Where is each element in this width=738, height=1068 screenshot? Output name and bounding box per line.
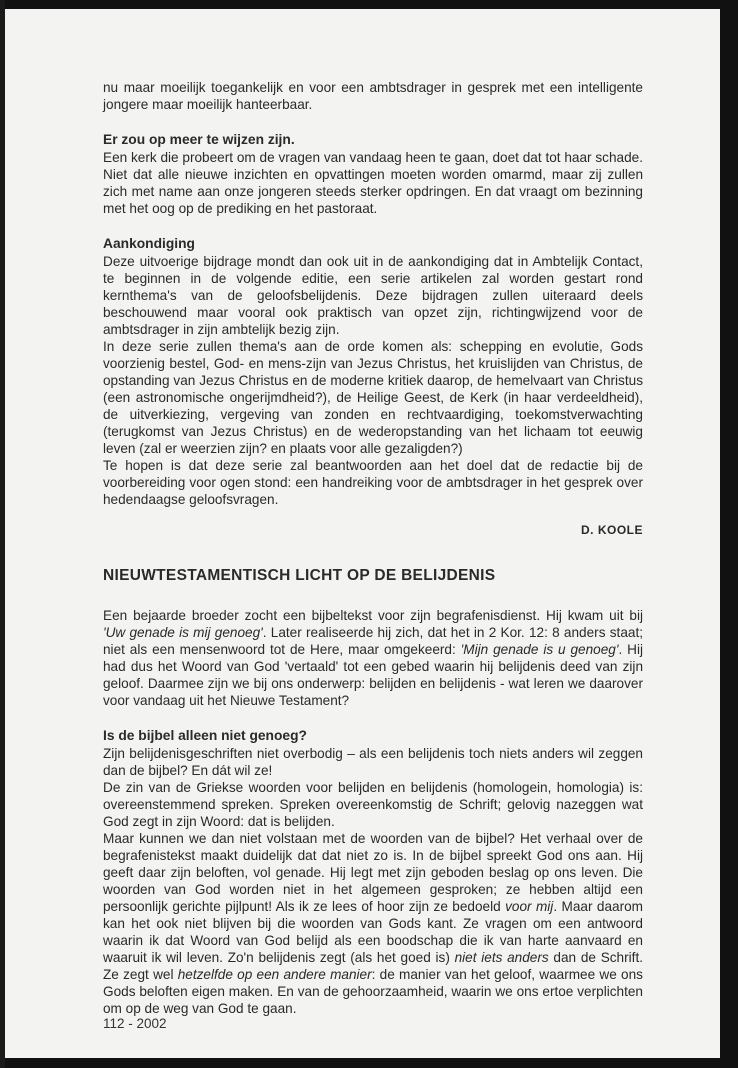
article-heading-bijbel-genoeg: Is de bijbel alleen niet genoeg? [103, 728, 307, 743]
aankondiging-paragraph-3: Te hopen is dat deze serie zal beantwoorden aan het doel dat de redactie bij de voorbereiding voor ogen stond: een handreiking voor de ambtsdrager in het gesprek over hedendaagse geloofsvragen. [103, 458, 643, 507]
scan-border-left [0, 0, 5, 1068]
section-paragraph-kerk: Een kerk die probeert om de vragen van vandaag heen te gaan, doet dat tot haar schade. Niet dat alle nieuwe inzichten en opvattingen moeten worden omarmd, maar zij zullen zich met name aan onze jongeren steeds sterker opdringen. En dat vraagt om bezinning met het oog op de prediking en het pastoraat. [103, 150, 643, 216]
intro-paragraph: nu maar moeilijk toegankelijk en voor een ambtsdrager in gesprek met een intelligente jongere maar moeilijk hanteerbaar. [103, 80, 643, 112]
article-title: NIEUWTESTAMENTISCH LICHT OP DE BELIJDENIS [103, 567, 496, 584]
aankondiging-paragraph-1: Deze uitvoerige bijdrage mondt dan ook uit in de aankondiging dat in Ambtelijk Contact, te beginnen in de volgende editie, een serie artikelen zal worden gestart rond kernthema's van de geloofsbelijdenis. Deze bijdragen zullen uiteraard deels beschouwend maar vooral ook praktisch van opzet zijn, richtingwijzend voor de ambtsdrager in zijn ambtelijk bezig zijn. [103, 254, 643, 337]
aankondiging-paragraph-2: In deze serie zullen thema's aan de orde komen als: schepping en evolutie, Gods voorzienig bestel, God- en mens-zijn van Jezus Christus, het kruislijden van Christus, de opstanding van Jezus Christus en de moderne kritiek daarop, de hemelvaart van Christus (een astronomische ongerijmdheid?), de Heilige Geest, de Kerk (in haar verdeeldheid), de uitverkiezing, vergeving van zonden en rechtvaardiging, toekomstverwachting (terugkomst van Jezus Christus) en de wederopstanding van het lichaam tot eeuwig leven (zal er weerzien zijn? en plaats voor alle gezaligden?) [103, 339, 643, 456]
section-heading-meer-wijzen: Er zou op meer te wijzen zijn. [103, 132, 295, 147]
article-paragraph-3: De zin van de Griekse woorden voor belijden en belijdenis (homologein, homologia) is: overeenstemmend spreken. Spreken overeenkomstig de Schrift; gelovig nazeggen wat God zegt in zijn Woord: dat is belijden. [103, 780, 643, 829]
document-page [103, 79, 643, 1017]
scan-border-top [0, 0, 738, 9]
page-number: 112 - 2002 [103, 1016, 167, 1031]
scan-border-bottom [0, 1058, 738, 1068]
article-paragraph-2: Zijn belijdenisgeschriften niet overbodig – als een belijdenis toch niets anders wil zeggen dan de bijbel? En dát wil ze! [103, 746, 643, 778]
scan-border-right [720, 0, 738, 1068]
author-signature: D. KOOLE [580, 523, 643, 537]
article-paragraph-4: Maar kunnen we dan niet volstaan met de woorden van de bijbel? Het verhaal over de begrafenistekst maakt duidelijk dat dat niet zo is. In de bijbel spreekt God ons aan. Hij geeft daar zijn beloften, vol genade. Hij legt met zijn geboden beslag op ons leven. Die woorden van God worden niet in het algemeen gesproken; ze hebben altijd een persoonlijk gerichte pijlpunt! Als ik ze lees of hoor zijn ze bedoeld voor mij. Maar daarom kan het ook niet blijven bij die woorden van Gods kant. Ze vragen om een antwoord waarin ik dat Woord van God belijd als een boodschap die ik van harte aanvaard en waaruit ik wil leven. Zo'n belijdenis zegt (als het goed is) niet iets anders dan de Schrift. Ze zegt wel hetzelfde op een andere manier: de manier van het geloof, waarmee we ons Gods beloften eigen maken. En van de gehoorzaamheid, waarin we ons ertoe verplichten om op de weg van God te gaan. [103, 831, 643, 1016]
article-paragraph-1: Een bejaarde broeder zocht een bijbeltekst voor zijn begrafenisdienst. Hij kwam uit bij 'Uw genade is mij genoeg'. Later realiseerde hij zich, dat het in 2 Kor. 12: 8 anders staat; niet als een mensenwoord tot de Here, maar omgekeerd: 'Mijn genade is u genoeg'. Hij had dus het Woord van God 'vertaald' tot een gebed waarin hij belijdenis deed van zijn geloof. Daarmee zijn we bij ons onderwerp: belijden en belijdenis - wat leren we daarover voor vandaag uit het Nieuwe Testament? [103, 608, 643, 708]
section-heading-aankondiging: Aankondiging [103, 236, 195, 251]
